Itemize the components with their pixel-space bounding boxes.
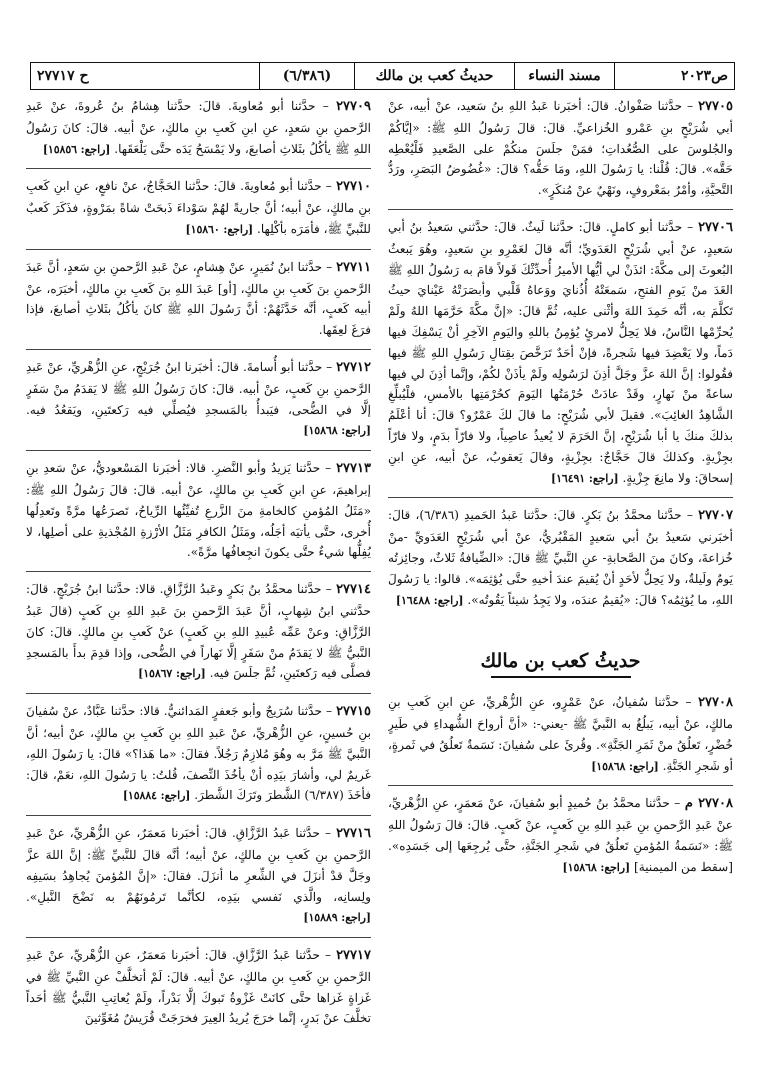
hadith-number: ٢٧٧١٧: [336, 948, 371, 964]
hadith-entry: ٢٧٧١٢ – حدَّثنا أبو أُسامةَ. قالَ: أخبَرنا ابنُ جُرَيْجٍ، عنِ الزُّهْريِّ، عنْ عَبدِ الرَّحمنِ بنِ كَعبٍ، عنْ أبيه. قالَ: كانَ رَسُولُ اللهِ ﷺ لا يَقدَمُ منْ سَفَرٍ إلَّا في الضُّحى، فيَبدأُ بالمَسجدِ فيُصلِّي فيه رَكعتَينِ، ويَقعُدُ فيه. [راجع: ١٥٨٦٨]: [26, 359, 371, 438]
hadith-entry: ٢٧٧١٤ – حدَّثنا محمَّدُ بنُ بَكرٍ وعَبدُ الرَّزَّاقِ. قالا: حدَّثنا ابنُ جُرَيْجٍ. قالَ: حدَّثني ابنُ شِهابٍ، أنَّ عَبدَ الرَّحمنِ بنَ عَبدِ اللهِ بنِ كَعبٍ (قالَ عَبدُ الرَّزَّاقِ: وعنْ عَمِّه عُبيدِ اللهِ بنِ كَعبٍ) عنْ كَعبِ بنِ مالكٍ. قالَ: كانَ النَّبيُّ ﷺ لا يَقدَمُ منْ سَفَرٍ إلَّا نَهاراً في الضُّحى، وإذا قدِمَ بدأَ بالمَسجدِ فصلَّى فيه رَكعتَينِ، ثُمَّ جلَسَ فيه. [راجع: ١٥٨٦٧]: [26, 582, 371, 681]
left-column: [26, 96, 371, 1081]
cross-reference: [راجع: ١٥٨٨٩]: [303, 911, 371, 925]
hadith-entry: ٢٧٧٠٧ – حدَّثنا محمَّدُ بنُ بَكرٍ. قالَ: حدَّثنا عَبدُ الحَميدِ (٦/٣٨٦)، قالَ: أخبَرني سَعيدُ بنُ أبي سَعيدٍ المَقْبُريُّ، عنْ أبي شُرَيْحٍ العَدَويِّ -منْ خُزاعةَ، وكانَ منَ الصَّحابةِ- عنِ النَّبيِّ ﷺ قالَ: «الضِّيافةُ ثَلاثٌ، وجائِزتُه يَومٌ ولَيلةٌ، ولا يَحِلُّ لأحَدٍ أنْ يُقيمَ عندَ أخيهِ حتَّى يُؤثِمَه». قالوا: يا رَسُولَ اللهِ، ما يُؤثِمُه؟ قالَ: «يُقيمُ عندَه، ولا يَجِدُ شيئاً يَقُوتُه». [راجع: ١٦٤٨٨]: [388, 508, 733, 607]
page-header: [30, 62, 735, 90]
cross-reference: [راجع: ١٦٤٩١]: [551, 471, 619, 485]
hadith-text: حدَّثنا أبو كاملٍ. قالَ: حدَّثنا لَيثٌ. قالَ: حدَّثني سَعيدُ بنُ أبي سَعيدٍ، عنْ أبي شُرَيْحٍ العَدَويِّ؛ أنَّه قالَ لعَمْرِو بنِ سَعيدٍ، وهُوَ يَبعثُ البُعوثَ إلى مكَّةَ: ائذَنْ لي أيُّها الأميرُ أُحدِّثْكَ قَولاً قامَ به رَسُولُ اللهِ ﷺ الغَدَ منْ يَومِ الفتحِ، سَمعَتْهُ أُذُنايَ ووَعاهُ قَلْبي وأبصَرَتْهُ عَيْنايَ حيثُ تَكلَّمَ به، أنَّه حَمِدَ اللهَ وأثْنى عليه، ثُمَّ قالَ: «إنَّ مكَّةَ حَرَّمَها اللهُ ولَمْ يُحرِّمْها النَّاسُ، فلا يَحِلُّ لامرئٍ يُؤمِنُ باللهِ واليَومِ الآخِرِ أنْ يَسْفِكَ فيها دَماً، ولا يَعْضِدَ فيها شَجرةً، فإنْ أحَدٌ تَرَخَّصَ بقِتالِ رَسُولِ اللهِ ﷺ فيها فقُولوا: إنَّ اللهَ عزَّ وجَلَّ أذِنَ لرَسُولِه ولَمْ يأذَنْ لكُمْ، وإنَّما أذِنَ لي فيها ساعةً منْ نَهارٍ، وقَدْ عادَتْ حُرْمَتُها اليَومَ كحُرْمَتِها بالأمسِ، فلْيُبلِّغِ الشَّاهِدُ الغائِبَ». فقيلَ لأبي شُرَيْحٍ: ما قالَ لكَ عَمْرٌو؟ قالَ: أنا أعْلَمُ بذلكَ منكَ يا أبا شُرَيْحٍ، إنَّ الحَرَمَ لا يُعيذُ عاصِياً، ولا فارّاً بدَمٍ، ولا فارّاً بجِزْيةٍ. وكذلكَ قالَ حَجَّاجٌ: بجِزْيةٍ، وقالَ يَعقوبُ، عنْ أبيه، عنِ ابنِ إسحاقَ: ولا مانِعَ جِزْيةٍ.: [388, 219, 733, 485]
divider: [26, 450, 371, 451]
cross-reference: [راجع: ١٥٨٦٧]: [138, 667, 206, 681]
hadith-text: حدَّثنا ابنُ نُمَيرٍ، عنْ هِشامٍ، عنْ عَبدِ الرَّحمنِ بنِ سَعدٍ، أنَّ عَبدَ الرَّحمنِ بنَ كَعبِ بنِ مالكٍ، [أو] عَبدَ اللهِ بنَ كَعبِ بنِ مالكٍ، أخبَرَه، عنْ أبيه كَعبٍ، أنَّه حَدَّثَهُمْ: أنَّ رَسُولَ اللهِ ﷺ كانَ يأكُلُ بثَلاثِ أصابعَ، فإذا فرَغَ لعِقَها.: [26, 259, 371, 338]
divider: [26, 815, 371, 816]
hadith-number: ٢٧٧١٥: [336, 704, 371, 720]
book-title: مسند النساء: [514, 63, 614, 89]
hadith-entry: ٢٧٧١٧ – حدَّثنا عَبدُ الرَّزَّاقِ. قالَ: أخبَرنا مَعمَرٌ، عنِ الزُّهْريِّ، عنْ عَبدِ الرَّحمنِ بنِ كَعبِ بنِ مالكٍ، عنْ أبيه. قالَ: لَمْ أتخلَّفْ عنِ النَّبيِّ ﷺ في غَزاةٍ غَزاها حتَّى كانَتْ غَزْوةُ تَبوكَ إلَّا بَدْراً، ولَمْ يُعاتِبِ النَّبيُّ ﷺ أحَداً تخلَّفَ عنْ بَدرٍ، إنَّما خرَجَ يُريدُ العِيرَ فخرَجَتْ قُرَيشٌ مُغَوِّثينَ: [26, 948, 371, 1026]
hadith-number: ٢٧٧٠٨: [698, 695, 733, 711]
hadith-text: حدَّثنا سُرَيجٌ وأبو جَعفرٍ المَدائنيُّ. قالا: حدَّثنا عَبَّادٌ، عنْ سُفيانَ بنِ حُسينٍ، عنِ الزُّهْريِّ، عنْ عَبدِ اللهِ بنِ كَعبِ بنِ مالكٍ، عنْ أبيه؛ أنَّ النَّبيَّ ﷺ مَرَّ به وهُوَ مُلازِمٌ رَجُلاً. فقالَ: «ما هَذا؟» قالَ: يا رَسُولَ اللهِ، غَريمٌ لي، وأشارَ بيَدِه أنْ يأخُذَ النِّصفَ، قُلتُ: يا رَسُولَ اللهِ، نعَمْ، قالَ: فأخَذَ (٦/٣٨٧) الشَّطرَ وتَرَكَ الشَّطرَ.: [26, 704, 371, 803]
divider: [388, 209, 733, 210]
right-column: [388, 96, 733, 1081]
cross-reference: [راجع: ١٥٨٦٠]: [185, 222, 254, 236]
hadith-entry: ٢٧٧٠٨ م – حدَّثنا محمَّدُ بنُ حُميدٍ أبو سُفيانَ، عنْ مَعمَرٍ، عنِ الزُّهْريِّ، عنْ عَبدِ الرَّحمنِ بنِ عَبدِ اللهِ بنِ كَعبٍ، عنْ كَعبٍ. قالَ: قالَ رَسُولُ اللهِ ﷺ: «نَسَمةُ المُؤمنِ تَعلُقُ في شَجرِ الجَنَّةِ، حتَّى يُرجِعَها إلى جَسَدِه». [سقط من الميمنية] [راجع: ١٥٨٦٨]: [388, 796, 733, 874]
hadith-entry: ٢٧٧١١ – حدَّثنا ابنُ نُمَيرٍ، عنْ هِشامٍ، عنْ عَبدِ الرَّحمنِ بنِ سَعدٍ، أنَّ عَبدَ الرَّحمنِ بنَ كَعبِ بنِ مالكٍ، [أو] عَبدَ اللهِ بنَ كَعبِ بنِ مالكٍ، أخبَرَه، عنْ أبيه كَعبٍ، أنَّه حَدَّثَهُمْ: أنَّ رَسُولَ اللهِ ﷺ كانَ يأكُلُ بثَلاثِ أصابعَ، فإذا فرَغَ لعِقَها.: [26, 259, 371, 338]
hadith-number: ٢٧٧١٢: [336, 359, 371, 375]
divider: [26, 693, 371, 694]
section-title: حديثُ كعب بن مالك: [354, 63, 514, 89]
divider: [388, 497, 733, 498]
chapter-underline: [491, 676, 631, 678]
hadith-text: حدَّثنا أبو مُعاويةَ. قالَ: حدَّثنا هِشامُ بنُ عُروةَ، عنْ عَبدِ الرَّحمنِ بنِ سَعدٍ، عنِ ابنِ كَعبِ بنِ مالكٍ، عنْ أبيه. قالَ: كانَ رَسُولُ اللهِ ﷺ يأكُلُ بثَلاثِ أصابعَ، ولا يَمْسَحُ يَدَه حتَّى يَلْعَقَها.: [26, 99, 371, 156]
hadith-entry: ٢٧٧١٠ – حدَّثنا أبو مُعاويةَ. قالَ: حدَّثنا الحَجَّاجُ، عنْ نافعٍ، عنِ ابنِ كَعبِ بنِ مالكٍ، عنْ أبيه؛ أنَّ جاريةً لهُمْ سَوْداءَ ذَبحَتْ شاةً بمَرْوةٍ، فذَكَرَ كَعبٌ للنَّبيِّ ﷺ، فأمَرَه بأكْلِها. [راجع: ١٥٨٦٠]: [26, 179, 371, 236]
divider: [26, 349, 371, 350]
hadith-entry: ٢٧٧١٣ – حدَّثنا يَزيدُ وأبو النَّضرِ. قالا: أخبَرنا المَسْعوديُّ، عنْ سَعدِ بنِ إبراهيمَ، عنِ ابنِ كَعبِ بنِ مالكٍ، عنْ أبيه. قالَ: قالَ رَسُولُ اللهِ ﷺ: «مَثَلُ المُؤمنِ كالخامةِ منَ الزَّرعِ تُفيِّئُها الرِّياحُ، تَصرَعُها مرَّةً وتَعدِلُها أُخرى، حتَّى يأتيَه أجَلُه، ومَثَلُ الكافرِ مَثَلُ الأرْزةِ المُجْذيةِ على أصلِها، لا يُفِلُّها شيءٌ حتَّى يكونَ انجِعافُها مرَّةً».: [26, 461, 371, 560]
hadith-number: ٢٧٧٠٧: [698, 508, 733, 524]
chapter-heading: حديثُ كعب بن مالك: [480, 650, 641, 673]
volume-reference: (٦/٣٨٦): [259, 63, 354, 89]
hadith-text: حدَّثنا أبو أُسامةَ. قالَ: أخبَرنا ابنُ جُرَيْجٍ، عنِ الزُّهْريِّ، عنْ عَبدِ الرَّحمنِ بنِ كَعبٍ، عنْ أبيه. قالَ: كانَ رَسُولُ اللهِ ﷺ لا يَقدَمُ منْ سَفَرٍ إلَّا في الضُّحى، فيَبدأُ بالمَسجدِ فيُصلِّي فيه رَكعتَينِ، ويَقعُدُ فيه.: [26, 359, 371, 417]
hadith-number: ٢٧٧٠٨ م: [684, 796, 733, 812]
cross-reference: [راجع: ١٥٨٦٨]: [562, 860, 631, 874]
hadith-text: حدَّثنا يَزيدُ وأبو النَّضرِ. قالا: أخبَرنا المَسْعوديُّ، عنْ سَعدِ بنِ إبراهيمَ، عنِ ابنِ كَعبِ بنِ مالكٍ، عنْ أبيه. قالَ: قالَ رَسُولُ اللهِ ﷺ: «مَثَلُ المُؤمنِ كالخامةِ منَ الزَّرعِ تُفيِّئُها الرِّياحُ، تَصرَعُها مرَّةً وتَعدِلُها أُخرى، حتَّى يأتيَه أجَلُه، ومَثَلُ الكافرِ مَثَلُ الأرْزةِ المُجْذيةِ على أصلِها، لا يُفِلُّها شيءٌ حتَّى يكونَ انجِعافُها مرَّةً».: [26, 461, 371, 560]
divider: [26, 937, 371, 938]
hadith-text: حدَّثنا عَبدُ الرَّزَّاقِ. قالَ: أخبَرنا مَعمَرٌ، عنِ الزُّهْريِّ، عنْ عَبدِ الرَّحمنِ بنِ كَعبِ بنِ مالكٍ، عنْ أبيه؛ أنَّه قالَ للنَّبيِّ ﷺ: إنَّ اللهَ عزَّ وجَلَّ قدْ أنزَلَ في الشِّعرِ ما أنزَلَ. فقالَ: «إنَّ المُؤمنَ يُجاهِدُ بسَيفِه ولِسانِه، والَّذي نَفسي بيَدِه، لكأنَّما تَرمُونَهُمْ به نَضْحَ النَّبلِ».: [26, 826, 371, 904]
hadith-text: حدَّثنا أبو مُعاويةَ. قالَ: حدَّثنا الحَجَّاجُ، عنْ نافعٍ، عنِ ابنِ كَعبِ بنِ مالكٍ، عنْ أبيه؛ أنَّ جاريةً لهُمْ سَوْداءَ ذَبحَتْ شاةً بمَرْوةٍ، فذَكَرَ كَعبٌ للنَّبيِّ ﷺ، فأمَرَه بأكْلِها.: [26, 179, 371, 236]
hadith-entry: ٢٧٧١٥ – حدَّثنا سُرَيجٌ وأبو جَعفرٍ المَدائنيُّ. قالا: حدَّثنا عَبَّادٌ، عنْ سُفيانَ بنِ حُسينٍ، عنِ الزُّهْريِّ، عنْ عَبدِ اللهِ بنِ كَعبِ بنِ مالكٍ، عنْ أبيه؛ أنَّ النَّبيَّ ﷺ مَرَّ به وهُوَ مُلازِمٌ رَجُلاً. فقالَ: «ما هَذا؟» قالَ: يا رَسُولَ اللهِ، غَريمٌ لي، وأشارَ بيَدِه أنْ يأخُذَ النِّصفَ، قُلتُ: يا رَسُولَ اللهِ، نعَمْ، قالَ: فأخَذَ (٦/٣٨٧) الشَّطرَ وتَرَكَ الشَّطرَ. [راجع: ١٥٨٨٤]: [26, 704, 371, 803]
cross-reference: [راجع: ١٥٨٦٨]: [591, 759, 659, 773]
hadith-entry: ٢٧٧١٦ – حدَّثنا عَبدُ الرَّزَّاقِ. قالَ: أخبَرنا مَعمَرٌ، عنِ الزُّهْريِّ، عنْ عَبدِ الرَّحمنِ بنِ كَعبِ بنِ مالكٍ، عنْ أبيه؛ أنَّه قالَ للنَّبيِّ ﷺ: إنَّ اللهَ عزَّ وجَلَّ قدْ أنزَلَ في الشِّعرِ ما أنزَلَ. فقالَ: «إنَّ المُؤمنَ يُجاهِدُ بسَيفِه ولِسانِه، والَّذي نَفسي بيَدِه، لكأنَّما تَرمُونَهُمْ به نَضْحَ النَّبلِ». [راجع: ١٥٨٨٩]: [26, 826, 371, 925]
cross-reference: [راجع: ١٥٨٦٨]: [303, 424, 371, 438]
hadith-number: ٢٧٧١٠: [336, 179, 371, 195]
hadith-number: ٢٧٧٠٦: [698, 219, 733, 235]
hadith-entry: ٢٧٧٠٥ – حدَّثنا صَفْوانُ. قالَ: أخبَرنا عَبدُ اللهِ بنُ سَعيد، عنْ أبيه، عنْ أبي شُرَيْحٍ بنِ عَمْرو الخُزاعيِّ. قالَ: قالَ رَسُولُ اللهِ ﷺ: «إيَّاكُمْ والجُلوسَ على الصُّعُداتِ؛ فمَنْ جلَسَ منكُمْ على الصَّعيدِ فَلْيُعْطِه حَقَّه». قالَ: قُلْنا: يا رَسُولَ اللهِ، ومَا حَقُّه؟ قالَ: «غُضُوضُ البَصَرِ، ورَدُّ التَّحيَّةِ، وأمْرٌ بمَعْروفٍ، ونَهْيٌ عنْ مُنكَرٍ».: [388, 99, 733, 198]
cross-reference: [راجع: ١٥٨٥٦]: [42, 142, 111, 156]
cross-reference: [راجع: ١٥٨٨٤]: [122, 789, 191, 803]
divider: [26, 249, 371, 250]
divider: [388, 785, 733, 786]
hadith-entry: ٢٧٧٠٦ – حدَّثنا أبو كاملٍ. قالَ: حدَّثنا لَيثٌ. قالَ: حدَّثني سَعيدُ بنُ أبي سَعيدٍ، عنْ أبي شُرَيْحٍ العَدَويِّ؛ أنَّه قالَ لعَمْرِو بنِ سَعيدٍ، وهُوَ يَبعثُ البُعوثَ إلى مكَّةَ: ائذَنْ لي أيُّها الأميرُ أُحدِّثْكَ قَولاً قامَ به رَسُولُ اللهِ ﷺ الغَدَ منْ يَومِ الفتحِ، سَمعَتْهُ أُذُنايَ ووَعاهُ قَلْبي وأبصَرَتْهُ عَيْنايَ حيثُ تَكلَّمَ به، أنَّه حَمِدَ اللهَ وأثْنى عليه، ثُمَّ قالَ: «إنَّ مكَّةَ حَرَّمَها اللهُ ولَمْ يُحرِّمْها النَّاسُ، فلا يَحِلُّ لامرئٍ يُؤمِنُ باللهِ واليَومِ الآخِرِ أنْ يَسْفِكَ فيها دَماً، ولا يَعْضِدَ فيها شَجرةً، فإنْ أحَدٌ تَرَخَّصَ بقِتالِ رَسُولِ اللهِ ﷺ فيها فقُولوا: إنَّ اللهَ عزَّ وجَلَّ أذِنَ لرَسُولِه ولَمْ يأذَنْ لكُمْ، وإنَّما أذِنَ لي فيها ساعةً منْ نَهارٍ، وقَدْ عادَتْ حُرْمَتُها اليَومَ كحُرْمَتِها بالأمسِ، فلْيُبلِّغِ الشَّاهِدُ الغائِبَ». فقيلَ لأبي شُرَيْحٍ: ما قالَ لكَ عَمْرٌو؟ قالَ: أنا أعْلَمُ بذلكَ منكَ يا أبا شُرَيْحٍ، إنَّ الحَرَمَ لا يُعيذُ عاصِياً، ولا فارّاً بدَمٍ، ولا فارّاً بجِزْيةٍ. وكذلكَ قالَ حَجَّاجٌ: بجِزْيةٍ، وقالَ يَعقوبُ، عنْ أبيه، عنِ ابنِ إسحاقَ: ولا مانِعَ جِزْيةٍ. [راجع: ١٦٤٩١]: [388, 219, 733, 485]
hadith-entry: ٢٧٧٠٨ – حدَّثنا سُفيانُ، عنْ عَمْرٍو، عنِ الزُّهْريِّ، عنِ ابنِ كَعبِ بنِ مالكٍ، عنْ أبيه، يَبلُغُ به النَّبيَّ ﷺ -يعني-: «أنَّ أرواحَ الشُّهداءِ في طَيرٍ خُضْرٍ، تَعلُقُ منْ ثَمَرِ الجَنَّةِ». وقُرئَ على سُفيانَ: نَسَمةٌ تَعلُقُ في ثَمرةٍ، أو شَجرِ الجَنَّةِ. [راجع: ١٥٨٦٨]: [388, 695, 733, 773]
page-number: ص٢٠٢٣: [614, 63, 734, 89]
hadith-number: ٢٧٧١٦: [336, 826, 371, 842]
hadith-text: حدَّثنا سُفيانُ، عنْ عَمْرٍو، عنِ الزُّهْريِّ، عنِ ابنِ كَعبِ بنِ مالكٍ، عنْ أبيه، يَبلُغُ به النَّبيَّ ﷺ -يعني-: «أنَّ أرواحَ الشُّهداءِ في طَيرٍ خُضْرٍ، تَعلُقُ منْ ثَمَرِ الجَنَّةِ». وقُرئَ على سُفيانَ: نَسَمةٌ تَعلُقُ في ثَمرةٍ، أو شَجرِ الجَنَّةِ.: [388, 695, 733, 773]
hadith-text: حدَّثنا محمَّدُ بنُ بَكرٍ وعَبدُ الرَّزَّاقِ. قالا: حدَّثنا ابنُ جُرَيْجٍ. قالَ: حدَّثني ابنُ شِهابٍ، أنَّ عَبدَ الرَّحمنِ بنَ عَبدِ اللهِ بنِ كَعبٍ (قالَ عَبدُ الرَّزَّاقِ: وعنْ عَمِّه عُبيدِ اللهِ بنِ كَعبٍ) عنْ كَعبِ بنِ مالكٍ. قالَ: كانَ النَّبيُّ ﷺ لا يَقدَمُ منْ سَفَرٍ إلَّا نَهاراً في الضُّحى، وإذا قدِمَ بدأَ بالمَسجدِ فصلَّى فيه رَكعتَينِ، ثُمَّ جلَسَ فيه.: [26, 582, 371, 681]
divider: [26, 571, 371, 572]
hadith-text: حدَّثنا عَبدُ الرَّزَّاقِ. قالَ: أخبَرنا مَعمَرٌ، عنِ الزُّهْريِّ، عنْ عَبدِ الرَّحمنِ بنِ كَعبِ بنِ مالكٍ، عنْ أبيه. قالَ: لَمْ أتخلَّفْ عنِ النَّبيِّ ﷺ في غَزاةٍ غَزاها حتَّى كانَتْ غَزْوةُ تَبوكَ إلَّا بَدْراً، ولَمْ يُعاتِبِ النَّبيُّ ﷺ أحَداً تخلَّفَ عنْ بَدرٍ، إنَّما خرَجَ يُريدُ العِيرَ فخرَجَتْ قُرَيشٌ مُغَوِّثينَ: [26, 948, 371, 1026]
hadith-entry: ٢٧٧٠٩ – حدَّثنا أبو مُعاويةَ. قالَ: حدَّثنا هِشامُ بنُ عُروةَ، عنْ عَبدِ الرَّحمنِ بنِ سَعدٍ، عنِ ابنِ كَعبِ بنِ مالكٍ، عنْ أبيه. قالَ: كانَ رَسُولُ اللهِ ﷺ يأكُلُ بثَلاثِ أصابعَ، ولا يَمْسَحُ يَدَه حتَّى يَلْعَقَها. [راجع: ١٥٨٥٦]: [26, 99, 371, 156]
divider: [26, 168, 371, 169]
hadith-number: ٢٧٧١٣: [336, 461, 371, 477]
hadith-range: ح ٢٧٧١٧: [37, 68, 89, 84]
cross-reference: [راجع: ١٦٤٨٨]: [395, 593, 464, 607]
hadith-text: حدَّثنا محمَّدُ بنُ حُميدٍ أبو سُفيانَ، عنْ مَعمَرٍ، عنِ الزُّهْريِّ، عنْ عَبدِ الرَّحمنِ بنِ عَبدِ اللهِ بنِ كَعبٍ، عنْ كَعبٍ. قالَ: قالَ رَسُولُ اللهِ ﷺ: «نَسَمةُ المُؤمنِ تَعلُقُ في شَجرِ الجَنَّةِ، حتَّى يُرجِعَها إلى جَسَدِه». [سقط من الميمنية]: [388, 796, 733, 874]
hadith-number: ٢٧٧١٤: [336, 582, 371, 598]
hadith-text: حدَّثنا صَفْوانُ. قالَ: أخبَرنا عَبدُ اللهِ بنُ سَعيد، عنْ أبيه، عنْ أبي شُرَيْحٍ بنِ عَمْرو الخُزاعيِّ. قالَ: قالَ رَسُولُ اللهِ ﷺ: «إيَّاكُمْ والجُلوسَ على الصُّعُداتِ؛ فمَنْ جلَسَ منكُمْ على الصَّعيدِ فَلْيُعْطِه حَقَّه». قالَ: قُلْنا: يا رَسُولَ اللهِ، ومَا حَقُّه؟ قالَ: «غُضُوضُ البَصَرِ، ورَدُّ التَّحيَّةِ، وأمْرٌ بمَعْروفٍ، ونَهْيٌ عنْ مُنكَرٍ».: [388, 99, 733, 198]
hadith-number: ٢٧٧٠٥: [698, 99, 733, 114]
hadith-number: ٢٧٧٠٩: [336, 99, 371, 114]
hadith-number: ٢٧٧١١: [336, 259, 371, 275]
hadith-text: حدَّثنا محمَّدُ بنُ بَكرٍ. قالَ: حدَّثنا عَبدُ الحَميدِ (٦/٣٨٦)، قالَ: أخبَرني سَعيدُ بنُ أبي سَعيدٍ المَقْبُريُّ، عنْ أبي شُرَيْحٍ العَدَويِّ -منْ خُزاعةَ، وكانَ منَ الصَّحابةِ- عنِ النَّبيِّ ﷺ قالَ: «الضِّيافةُ ثَلاثٌ، وجائِزتُه يَومٌ ولَيلةٌ، ولا يَحِلُّ لأحَدٍ أنْ يُقيمَ عندَ أخيهِ حتَّى يُؤثِمَه». قالوا: يا رَسُولَ اللهِ، ما يُؤثِمُه؟ قالَ: «يُقيمُ عندَه، ولا يَجِدُ شيئاً يَقُوتُه».: [388, 508, 733, 607]
